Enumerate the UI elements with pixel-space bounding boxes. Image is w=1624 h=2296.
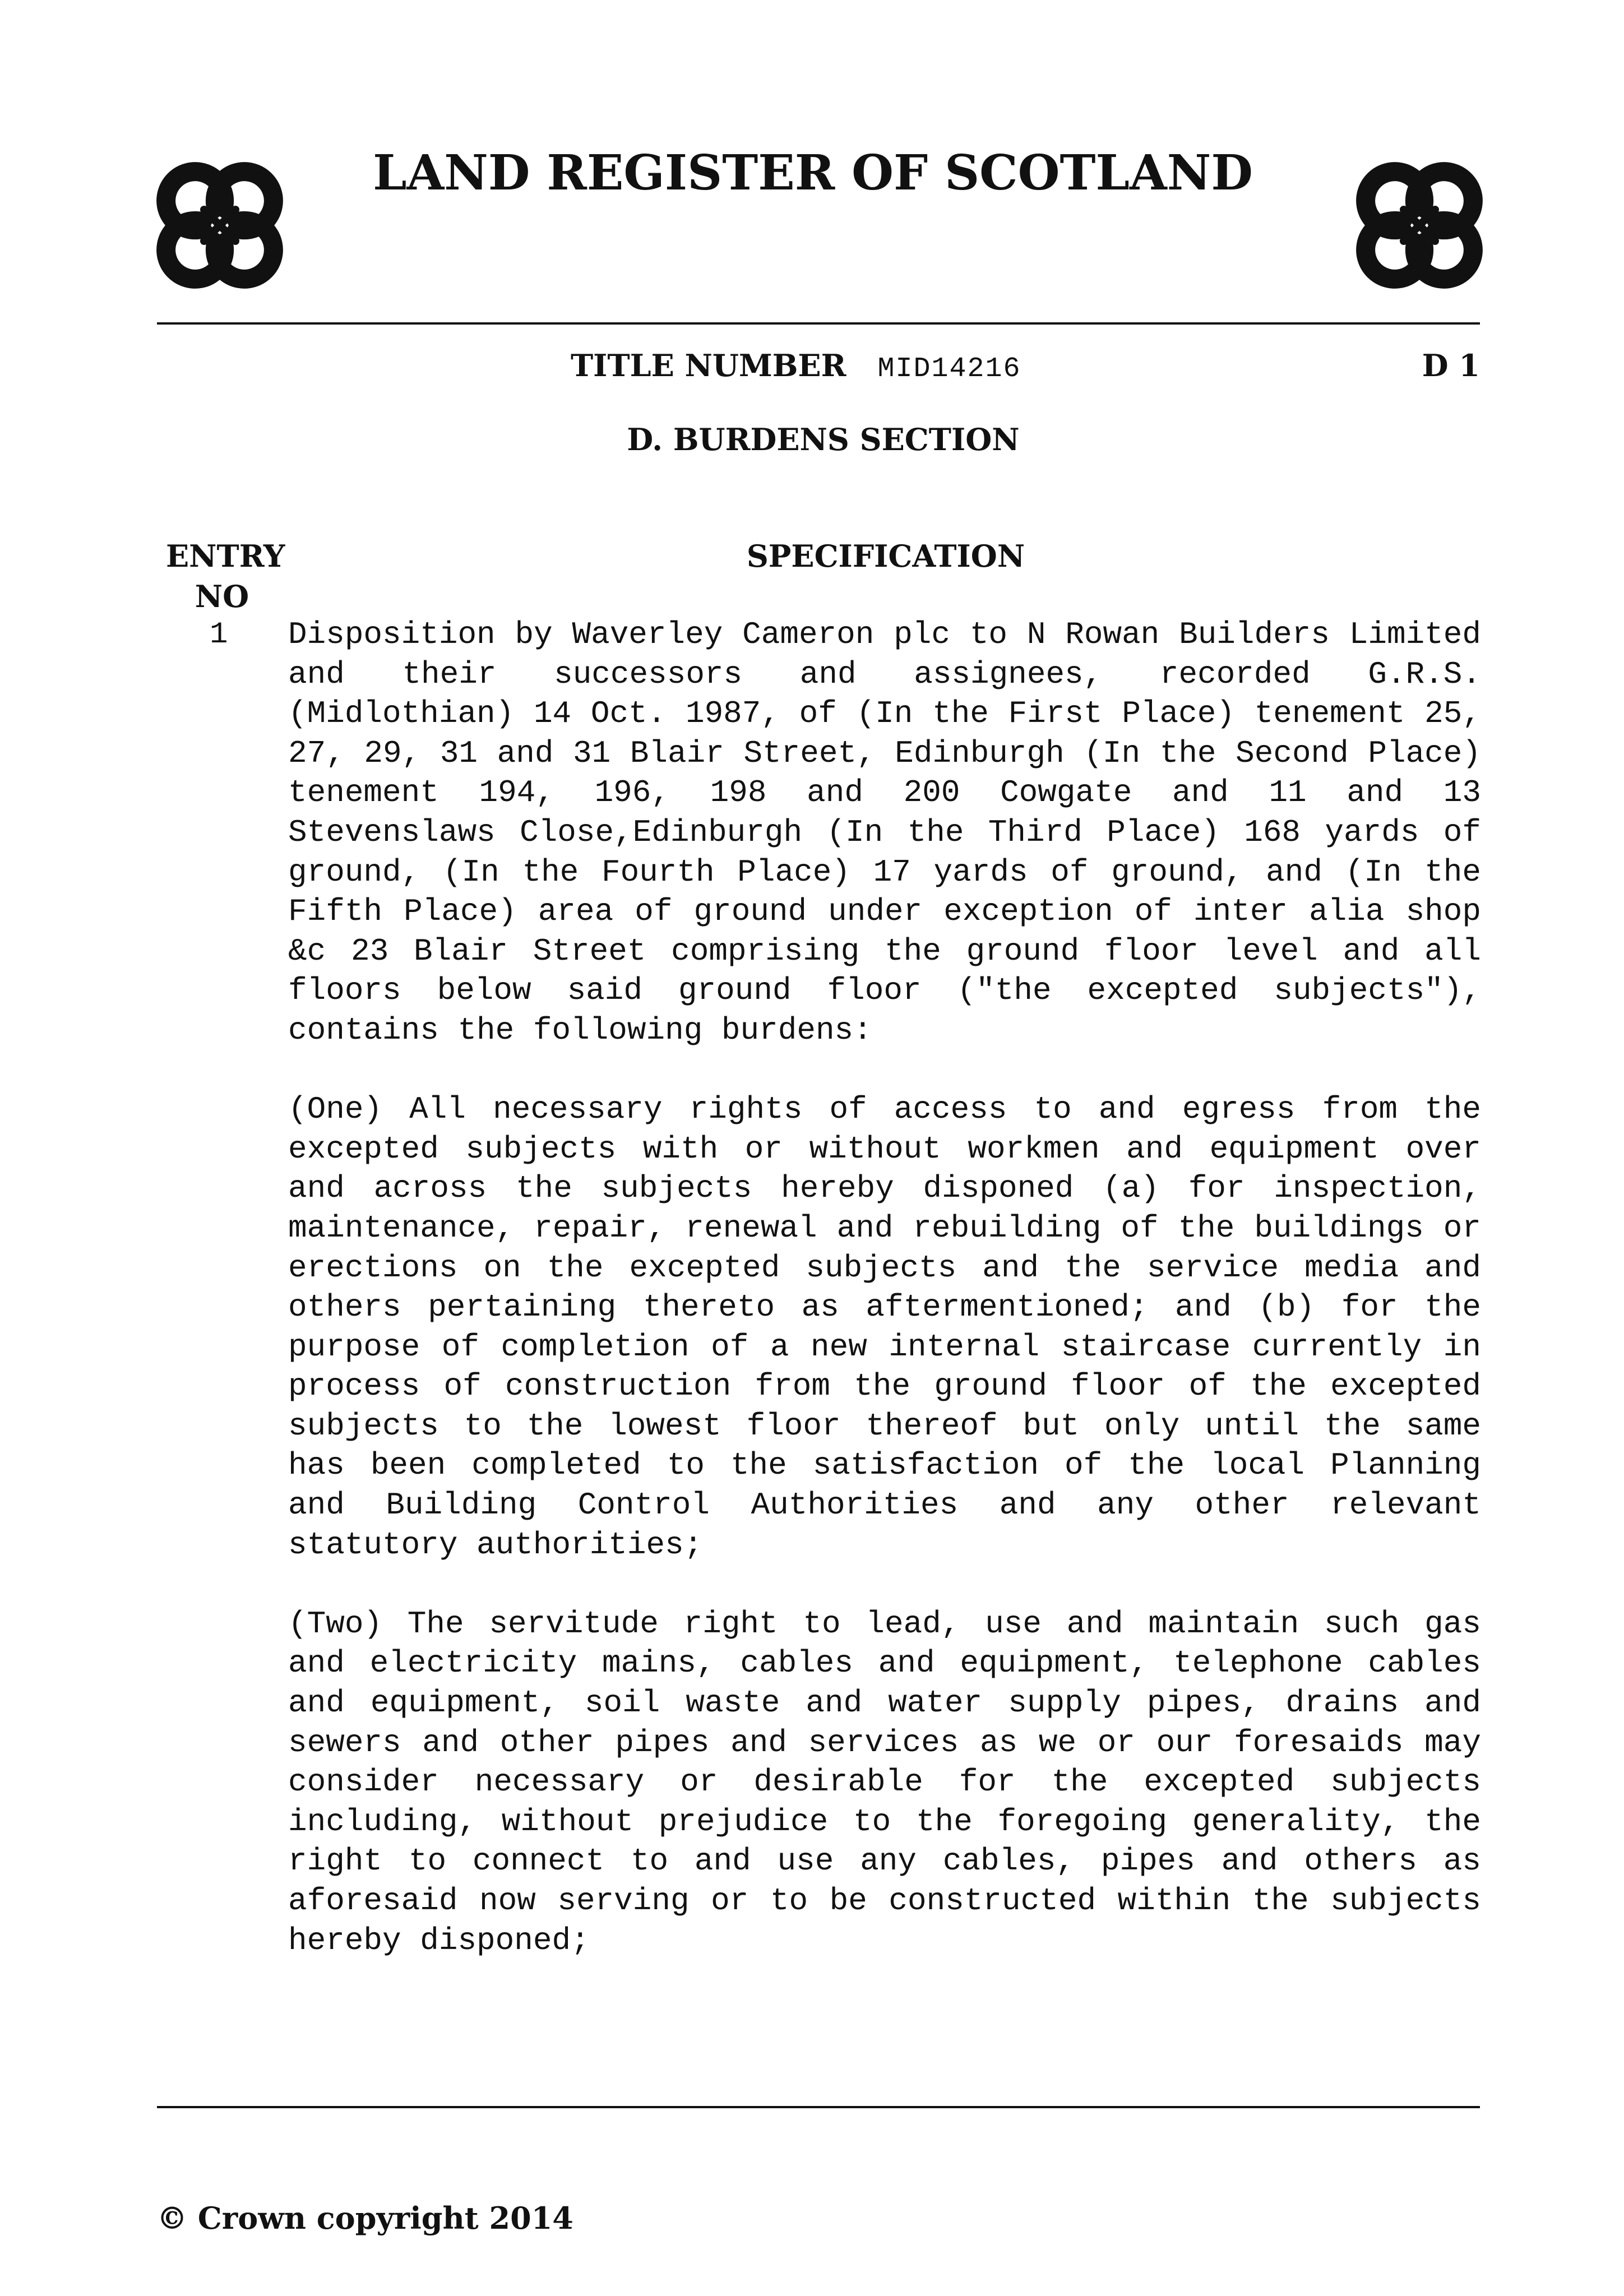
copyright-notice: © Crown copyright 2014: [157, 2200, 573, 2236]
entry-number: 1: [210, 618, 228, 652]
register-title: LAND REGISTER OF SCOTLAND: [373, 145, 1253, 201]
specification-paragraph: (Two) The servitude right to lead, use and maintain such gas and electricity mains, cables and equipment, telephone cables and equipment, soil waste and water supply pipes, drains and sewers and other pipes and services as we or our foresaids may consider necessary or desirable for the excepted subjects including, without prejudice to the foregoing generality, the right to connect to and use any cables, pipes and others as aforesaid now serving or to be constructed within the subjects hereby disponed;: [288, 1605, 1481, 1959]
footer-divider: [157, 2106, 1480, 2108]
specification-paragraph: Disposition by Waverley Cameron plc to N Rowan Builders Limited and their successors and assignees, recorded G.R.S. (Midlothian) 14 Oct. 1987, of (In the First Place) tenement 25, 27, 29, 31 and 31 Blair Street, Edinburgh (In the Second Place) tenement 194, 196, 198 and 200 Cowgate and 11 and 13 Stevenslaws Close,Edinburgh (In the Third Place) 168 yards of ground, (In the Fourth Place) 17 yards of ground, and (In the Fifth Place) area of ground under exception of inter alia shop &c 23 Blair Street comprising the ground floor level and all floors below said ground floor ("the excepted subjects"), contains the following burdens:: [288, 617, 1481, 1048]
header-divider: [157, 322, 1480, 325]
entry-header-line-2: NO: [195, 578, 249, 614]
sheet-reference: D 1: [1422, 348, 1480, 383]
land-register-emblem-icon: [152, 158, 287, 293]
section-heading: D. BURDENS SECTION: [627, 422, 1020, 457]
title-number-value: MID14216: [877, 353, 1021, 385]
entry-specification: [288, 615, 1481, 2000]
title-number-row: [571, 348, 1021, 385]
land-register-emblem-icon: [1352, 158, 1487, 293]
specification-column-header: SPECIFICATION: [746, 538, 1025, 574]
entry-header-line-1: ENTRY: [166, 538, 285, 574]
entry-number-column-header: [166, 536, 285, 617]
specification-paragraph: (One) All necessary rights of access to and egress from the excepted subjects with or without workmen and equipment over and across the subjects hereby disponed (a) for inspection, maintenance, repair, renewal and rebuilding of the buildings or erections on the excepted subjects and the service media and others pertaining thereto as aftermentioned; and (b) for the purpose of completion of a new internal staircase currently in process of construction from the ground floor of the excepted subjects to the lowest floor thereof but only until the same has been completed to the satisfaction of the local Planning and Building Control Authorities and any other relevant statutory authorities;: [288, 1091, 1481, 1563]
title-number-label: TITLE NUMBER: [571, 348, 846, 383]
